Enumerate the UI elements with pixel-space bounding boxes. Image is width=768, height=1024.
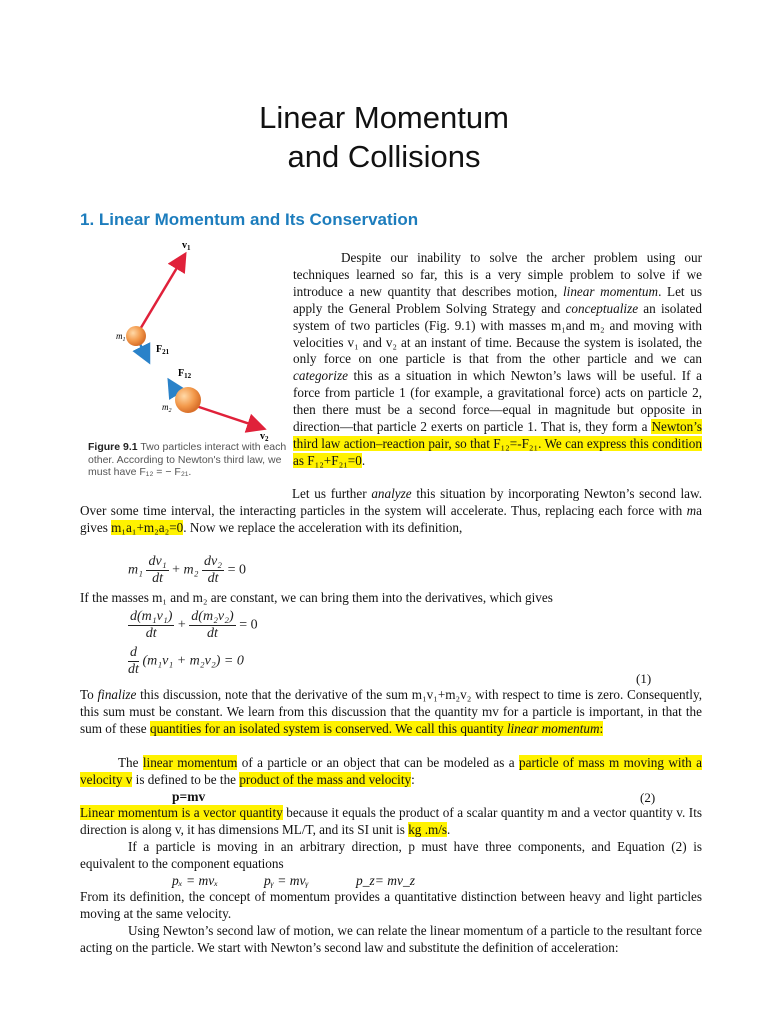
highlight-vector: Linear momentum is a vector quantity: [80, 805, 283, 820]
figure-caption: [88, 441, 288, 479]
equation-total-momentum-derivative: $\frac{d}{dt}$ (m₁v₁ + m₂v₂) = 0: [128, 645, 244, 677]
label-v2: $v_2$: [260, 431, 269, 443]
highlight-product: product of the mass and velocity: [239, 771, 412, 787]
label-v1: $v_1$: [182, 240, 191, 252]
page-title: [0, 98, 768, 176]
component-py: pᵧ = mvᵧ: [264, 873, 309, 888]
caption-text: Two particles interact with each other. According to Newton's third law, we must have F₁₂ = − F₂₁.: [88, 441, 287, 478]
paragraph-vector-quantity: Linear momentum is a vector quantity because it equals the product of a scalar quantity m and a vector quantity v. Its direction is along v, it has dimensions ML/T, and its SI unit is kg .m/s.: [80, 805, 702, 837]
component-px: pₓ = mvₓ: [172, 873, 219, 888]
component-pz: p_z= mv_z: [356, 873, 415, 888]
paragraph-newton-second: Using Newton’s second law of motion, we can relate the linear momentum of a particle to the resultant force acting on the particle. We start with Newton’s second law and substitute the definition of acceleration:: [80, 923, 702, 955]
title-line-2: and Collisions: [287, 139, 481, 174]
highlight-action-reaction: Newton’s third law action–reaction pair, so that F₁₂=-F₂₁. We can express this condition as F₁₂+F₂₁=0: [293, 419, 702, 468]
equation-number-1: (1): [636, 671, 652, 686]
label-m1: $m_1$: [116, 331, 126, 343]
highlight-particle-mass: particle of mass m moving with a velocity v: [80, 755, 703, 787]
particle-m2: [175, 387, 201, 413]
particle-m1: [126, 326, 146, 346]
highlight-m1a1: m₁a₁+m₂a₂=0: [111, 519, 184, 535]
paragraph-components: If a particle is moving in an arbitrary direction, p must have three components, and Equation (2) is equivalent to the component equations: [80, 839, 702, 871]
paragraph-heavy-light: From its definition, the concept of momentum provides a quantitative distinction between heavy and light particles moving at the same velocity.: [80, 889, 702, 921]
caption-label: Figure 9.1: [88, 441, 138, 453]
section-heading: 1. Linear Momentum and Its Conservation: [80, 210, 419, 229]
paragraph-definition: The linear momentum of a particle or an object that can be modeled as a particle of mass m moving with a velocity v is defined to be the product of the mass and velocity:: [80, 755, 703, 787]
intro-text: Despite our inability to solve the archer problem using our techniques learned so far, this is a very simple problem to solve if we introduce a new quantity that describes motion, linear momentum. Let us apply the General Problem Solving Strategy and conceptualize an isolated system of two particles (Fig. 9.1) with masses m₁and m₂ and moving with velocities v₁ and v₂ at an instant of time. Because the system is isolated, the only force on one particle is that from the other particle and we can categorize this as a situation in which Newton’s laws will be useful. If a force from particle 1 (for example, a gravitational force) acts on particle 2, then there must be a second force—equal in magnitude but opposite in direction—that particle 2 exerts on particle 1. That is, they form a Newton’s third law action–reaction pair, so that F₁₂=-F₂₁. We can express this condition as F₁₂+F₂₁=0.: [293, 250, 703, 468]
equation-momentum-derivatives: $\frac{\text{d(m₁v₁)}}{dt}$ + $\frac{\text{d(m₂v₂)}}{dt}$ = 0: [130, 609, 258, 641]
title-line-1: Linear Momentum: [259, 100, 509, 135]
equation-number-2: (2): [640, 790, 656, 805]
highlight-conserved: quantities for an isolated system is conserved. We call this quantity linear momentum:: [149, 720, 604, 736]
label-f21: $F_{21}$: [156, 344, 170, 356]
paragraph-intro: [293, 250, 702, 470]
paragraph-masses-constant: If the masses m₁ and m₂ are constant, we can bring them into the derivatives, which gives: [80, 590, 553, 605]
label-f12: $F_{12}$: [178, 368, 192, 380]
velocity-v2-arrow: [190, 404, 262, 428]
equation-p-mv: p=mv: [172, 789, 206, 804]
paragraph-analyze: Let us further analyze this situation by incorporating Newton’s second law. Over some time interval, the interacting particles in the system will accelerate. Thus, replacing each force with ma gives m₁a₁+m₂a₂=0. Now we replace the acceleration with its definition,: [80, 486, 702, 535]
highlight-si-unit: kg .m/s: [408, 821, 448, 837]
label-m2: $m_2$: [162, 402, 172, 414]
velocity-v1-arrow: [136, 256, 184, 336]
paragraph-finalize: To finalize this discussion, note that the derivative of the sum m₁v₁+m₂v₂ with respect to time is zero. Consequently, this sum must be constant. We learn from this discussion that the quantity mv for a particle is important, in that the sum of these quantities for an isolated system is conserved. We call this quantity linear momentum:: [80, 687, 702, 736]
equation-sum-derivatives: m₁ $\frac{\text{dv₁}}{dt}$ + m₂ $\frac{\text{dv₂}}{dt}$ = 0: [128, 554, 246, 586]
